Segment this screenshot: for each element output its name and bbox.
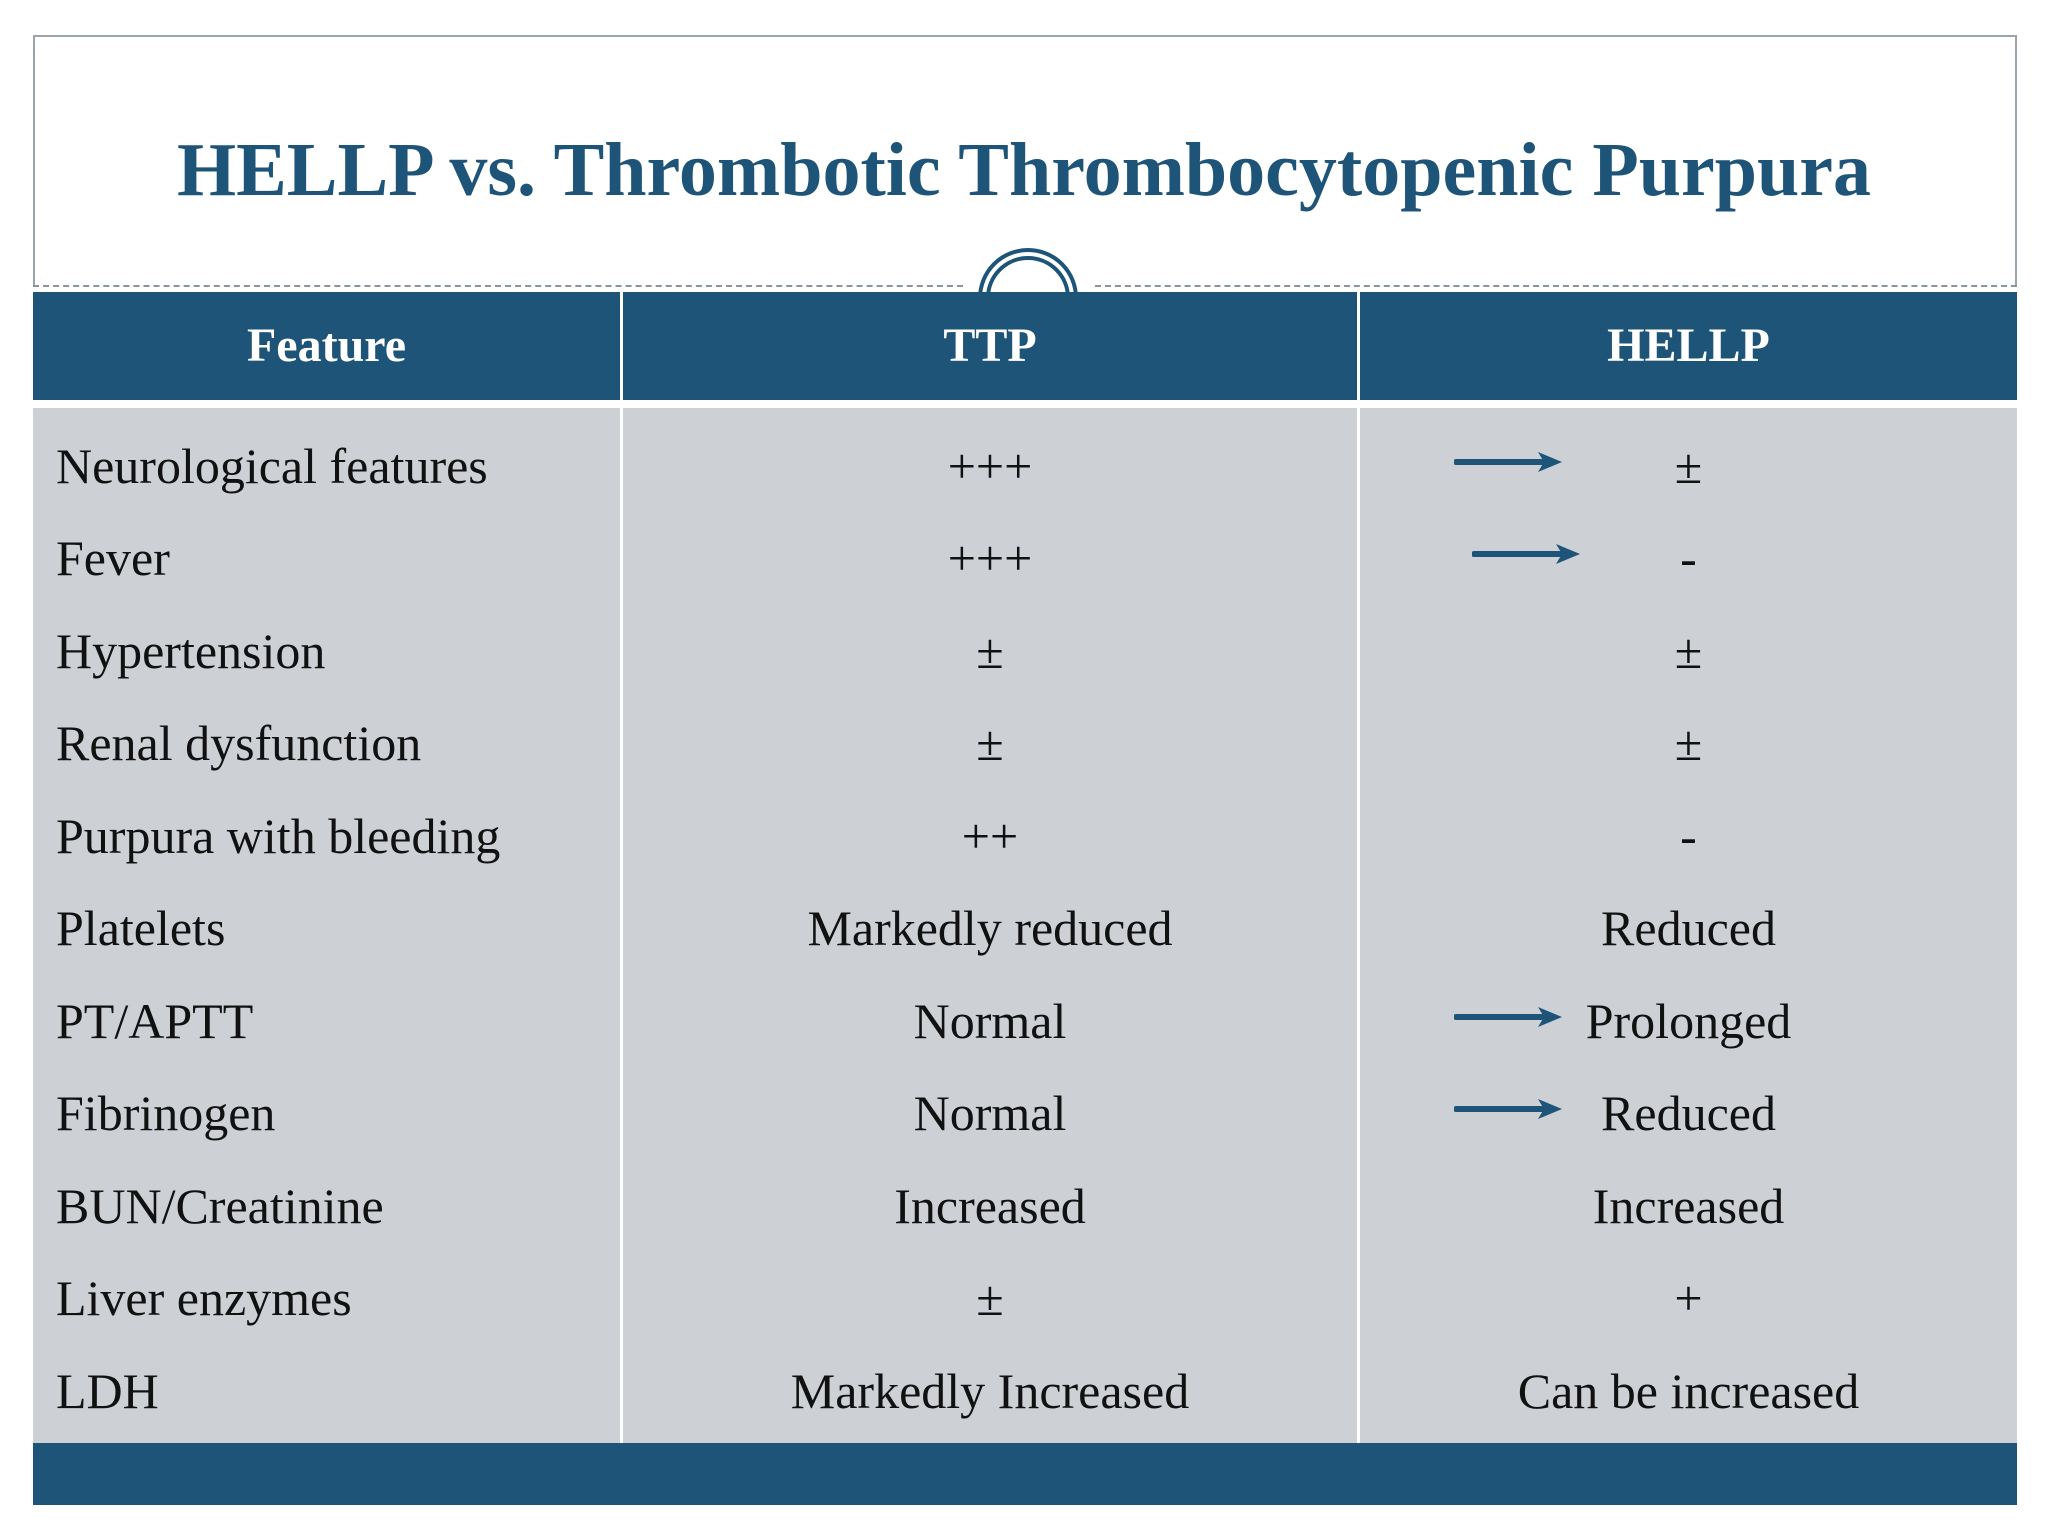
table-row bbox=[0, 790, 2048, 882]
cell-hellp: ± bbox=[1674, 715, 1703, 771]
cell-hellp: Increased bbox=[1592, 1178, 1785, 1234]
cell-feature: Fever bbox=[56, 530, 170, 586]
cell-feature: PT/APTT bbox=[56, 993, 254, 1049]
header-hellp: HELLP bbox=[1607, 319, 1770, 372]
right-arrow-icon bbox=[1454, 1097, 1564, 1121]
cell-ttp: ++ bbox=[961, 808, 1019, 864]
cell-ttp: ± bbox=[976, 715, 1004, 771]
right-arrow-icon bbox=[1454, 450, 1564, 474]
cell-ttp: Markedly reduced bbox=[807, 900, 1173, 956]
header-ttp: TTP bbox=[943, 319, 1037, 372]
cell-ttp: +++ bbox=[947, 438, 1033, 494]
slide-title: HELLP vs. Thrombotic Thrombocytopenic Purpura bbox=[176, 128, 1872, 212]
cell-feature: Purpura with bleeding bbox=[56, 808, 501, 864]
cell-ttp: Normal bbox=[913, 1085, 1067, 1141]
cell-feature: Hypertension bbox=[56, 623, 326, 679]
cell-hellp: - bbox=[1680, 530, 1697, 586]
cell-feature: Liver enzymes bbox=[56, 1270, 352, 1326]
title-divider-right bbox=[1095, 285, 2017, 287]
table-row bbox=[0, 1160, 2048, 1252]
cell-hellp: + bbox=[1674, 1270, 1703, 1326]
cell-ttp: Markedly Increased bbox=[790, 1363, 1190, 1419]
table-row bbox=[0, 975, 2048, 1067]
table-row bbox=[0, 605, 2048, 697]
table-row bbox=[0, 1067, 2048, 1159]
cell-hellp: ± bbox=[1674, 623, 1703, 679]
cell-ttp: Normal bbox=[913, 993, 1067, 1049]
cell-feature: LDH bbox=[56, 1363, 159, 1419]
arch-ornament-icon bbox=[974, 228, 1082, 298]
cell-ttp: ± bbox=[976, 1270, 1004, 1326]
cell-hellp: Reduced bbox=[1601, 1085, 1776, 1141]
header-feature: Feature bbox=[246, 319, 407, 372]
cell-hellp: ± bbox=[1674, 438, 1703, 494]
table-row bbox=[0, 1345, 2048, 1437]
footer-bar bbox=[33, 1443, 2017, 1505]
right-arrow-icon bbox=[1454, 1005, 1564, 1029]
cell-feature: BUN/Creatinine bbox=[56, 1178, 384, 1234]
cell-feature: Fibrinogen bbox=[56, 1085, 276, 1141]
table-row bbox=[0, 512, 2048, 604]
cell-hellp: - bbox=[1680, 808, 1697, 864]
cell-feature: Platelets bbox=[56, 900, 226, 956]
cell-ttp: Increased bbox=[894, 1178, 1086, 1234]
cell-hellp: Prolonged bbox=[1585, 993, 1792, 1049]
cell-ttp: +++ bbox=[947, 530, 1033, 586]
table-row bbox=[0, 420, 2048, 512]
cell-feature: Renal dysfunction bbox=[56, 715, 422, 771]
cell-feature: Neurological features bbox=[56, 438, 488, 494]
table-header-row bbox=[33, 292, 2017, 400]
header-separator bbox=[33, 400, 2017, 408]
table-row bbox=[0, 697, 2048, 789]
table-row bbox=[0, 1252, 2048, 1344]
cell-ttp: ± bbox=[976, 623, 1004, 679]
cell-hellp: Can be increased bbox=[1517, 1363, 1860, 1419]
cell-hellp: Reduced bbox=[1601, 900, 1776, 956]
title-divider-left bbox=[33, 285, 963, 287]
right-arrow-icon bbox=[1472, 542, 1582, 566]
table-row bbox=[0, 882, 2048, 974]
